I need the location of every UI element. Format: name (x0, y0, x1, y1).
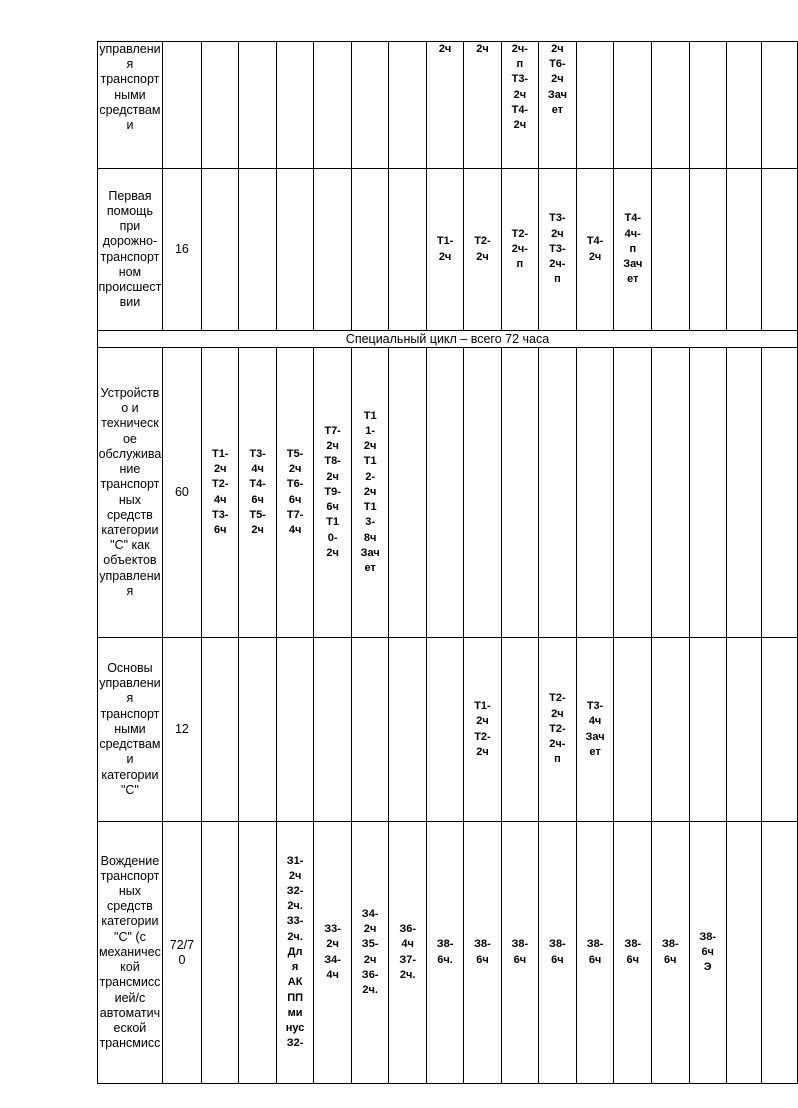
hours-cell: 16 (162, 169, 201, 331)
schedule-cell: Т3- 4ч Т4- 6ч Т5- 2ч (239, 348, 276, 638)
schedule-cell: Т1- 2ч Т2- 2ч (464, 638, 501, 822)
section-title: Специальный цикл – всего 72 часа (98, 331, 798, 348)
schedule-cell (239, 169, 276, 331)
schedule-cell (576, 42, 614, 169)
schedule-cell (276, 638, 314, 822)
schedule-cell: З8- 6ч (652, 822, 689, 1084)
section-header-row (98, 331, 798, 348)
schedule-cell: Т4- 4ч- п Зач ет (614, 169, 652, 331)
schedule-cell (726, 822, 761, 1084)
hours-cell: 12 (162, 638, 201, 822)
schedule-cell (614, 348, 652, 638)
schedule-cell (314, 638, 351, 822)
schedule-cell (652, 42, 689, 169)
schedule-cell: 2ч (464, 42, 501, 169)
subject-name-cell: Основы управлени я транспорт ными средствам и категории "С" (98, 638, 163, 822)
schedule-cell: З8- 6ч Э (689, 822, 726, 1084)
schedule-cell (539, 348, 577, 638)
schedule-cell: З8- 6ч (576, 822, 614, 1084)
schedule-cell (762, 42, 798, 169)
schedule-cell (351, 169, 389, 331)
schedule-cell (389, 348, 426, 638)
subject-name-cell: Первая помощь при дорожно- транспорт ном происшест вии (98, 169, 163, 331)
schedule-cell (202, 822, 239, 1084)
schedule-cell (202, 42, 239, 169)
schedule-table (97, 41, 798, 1084)
schedule-cell (351, 638, 389, 822)
schedule-cell: Т5- 2ч Т6- 6ч Т7- 4ч (276, 348, 314, 638)
subject-name-cell: Вождение транспорт ных средств категории "С" (с механичес кой трансмисс ией/с автоматич еской трансмисс (98, 822, 163, 1084)
schedule-cell (762, 638, 798, 822)
schedule-cell (239, 42, 276, 169)
schedule-cell (652, 348, 689, 638)
table-row (98, 638, 798, 822)
schedule-cell: Т3- 4ч Зач ет (576, 638, 614, 822)
hours-cell: 72/7 0 (162, 822, 201, 1084)
schedule-cell: Т2- 2ч- п (501, 169, 538, 331)
schedule-cell (202, 169, 239, 331)
schedule-cell: З6- 4ч З7- 2ч. (389, 822, 426, 1084)
schedule-cell (501, 638, 538, 822)
schedule-cell (614, 42, 652, 169)
schedule-cell (689, 638, 726, 822)
schedule-cell: Т1 1- 2ч Т1 2- 2ч Т1 3- 8ч Зач ет (351, 348, 389, 638)
schedule-cell: Т3- 2ч Т3- 2ч- п (539, 169, 577, 331)
schedule-cell: 2ч (426, 42, 463, 169)
schedule-cell (726, 169, 761, 331)
table-row (98, 169, 798, 331)
table-row (98, 348, 798, 638)
table-row (98, 822, 798, 1084)
schedule-cell: Т7- 2ч Т8- 2ч Т9- 6ч Т1 0- 2ч (314, 348, 351, 638)
schedule-cell (652, 169, 689, 331)
schedule-cell (426, 638, 463, 822)
schedule-cell (762, 348, 798, 638)
schedule-cell: Т4- 2ч (576, 169, 614, 331)
schedule-cell (689, 169, 726, 331)
schedule-cell (614, 638, 652, 822)
schedule-cell (762, 169, 798, 331)
schedule-cell (351, 42, 389, 169)
schedule-cell (389, 638, 426, 822)
schedule-cell (689, 348, 726, 638)
schedule-cell: З3- 2ч З4- 4ч (314, 822, 351, 1084)
schedule-cell: З8- 6ч (539, 822, 577, 1084)
schedule-cell: Т2- 2ч Т2- 2ч- п (539, 638, 577, 822)
hours-cell: 60 (162, 348, 201, 638)
schedule-cell: 2ч- п Т3- 2ч Т4- 2ч (501, 42, 538, 169)
table-row (98, 42, 798, 169)
schedule-cell: З8- 6ч. (426, 822, 463, 1084)
schedule-cell: Т2- 2ч (464, 169, 501, 331)
hours-cell (162, 42, 201, 169)
schedule-cell: З1- 2ч З2- 2ч. З3- 2ч. Дл я АК ПП ми нус З2- (276, 822, 314, 1084)
schedule-cell (652, 638, 689, 822)
schedule-cell (576, 348, 614, 638)
schedule-cell (389, 169, 426, 331)
schedule-cell: З4- 2ч З5- 2ч З6- 2ч. (351, 822, 389, 1084)
schedule-cell: З8- 6ч (464, 822, 501, 1084)
schedule-cell (501, 348, 538, 638)
schedule-cell (239, 822, 276, 1084)
subject-name-cell: управлени я транспорт ными средствам и (98, 42, 163, 169)
schedule-cell: З8- 6ч (501, 822, 538, 1084)
schedule-cell (314, 42, 351, 169)
schedule-cell: Т1- 2ч Т2- 4ч Т3- 6ч (202, 348, 239, 638)
schedule-cell (726, 348, 761, 638)
schedule-cell: З8- 6ч (614, 822, 652, 1084)
schedule-cell (314, 169, 351, 331)
schedule-cell (276, 42, 314, 169)
schedule-cell (202, 638, 239, 822)
schedule-cell (239, 638, 276, 822)
schedule-cell (762, 822, 798, 1084)
schedule-cell (276, 169, 314, 331)
schedule-cell (426, 348, 463, 638)
schedule-cell (689, 42, 726, 169)
schedule-cell (389, 42, 426, 169)
subject-name-cell: Устройств о и техническ ое обслужива ние транспорт ных средств категории "С" как объектов управлени я (98, 348, 163, 638)
schedule-cell (726, 638, 761, 822)
schedule-cell (726, 42, 761, 169)
schedule-cell (464, 348, 501, 638)
schedule-cell: Т1- 2ч (426, 169, 463, 331)
schedule-cell: 2ч Т6- 2ч Зач ет (539, 42, 577, 169)
